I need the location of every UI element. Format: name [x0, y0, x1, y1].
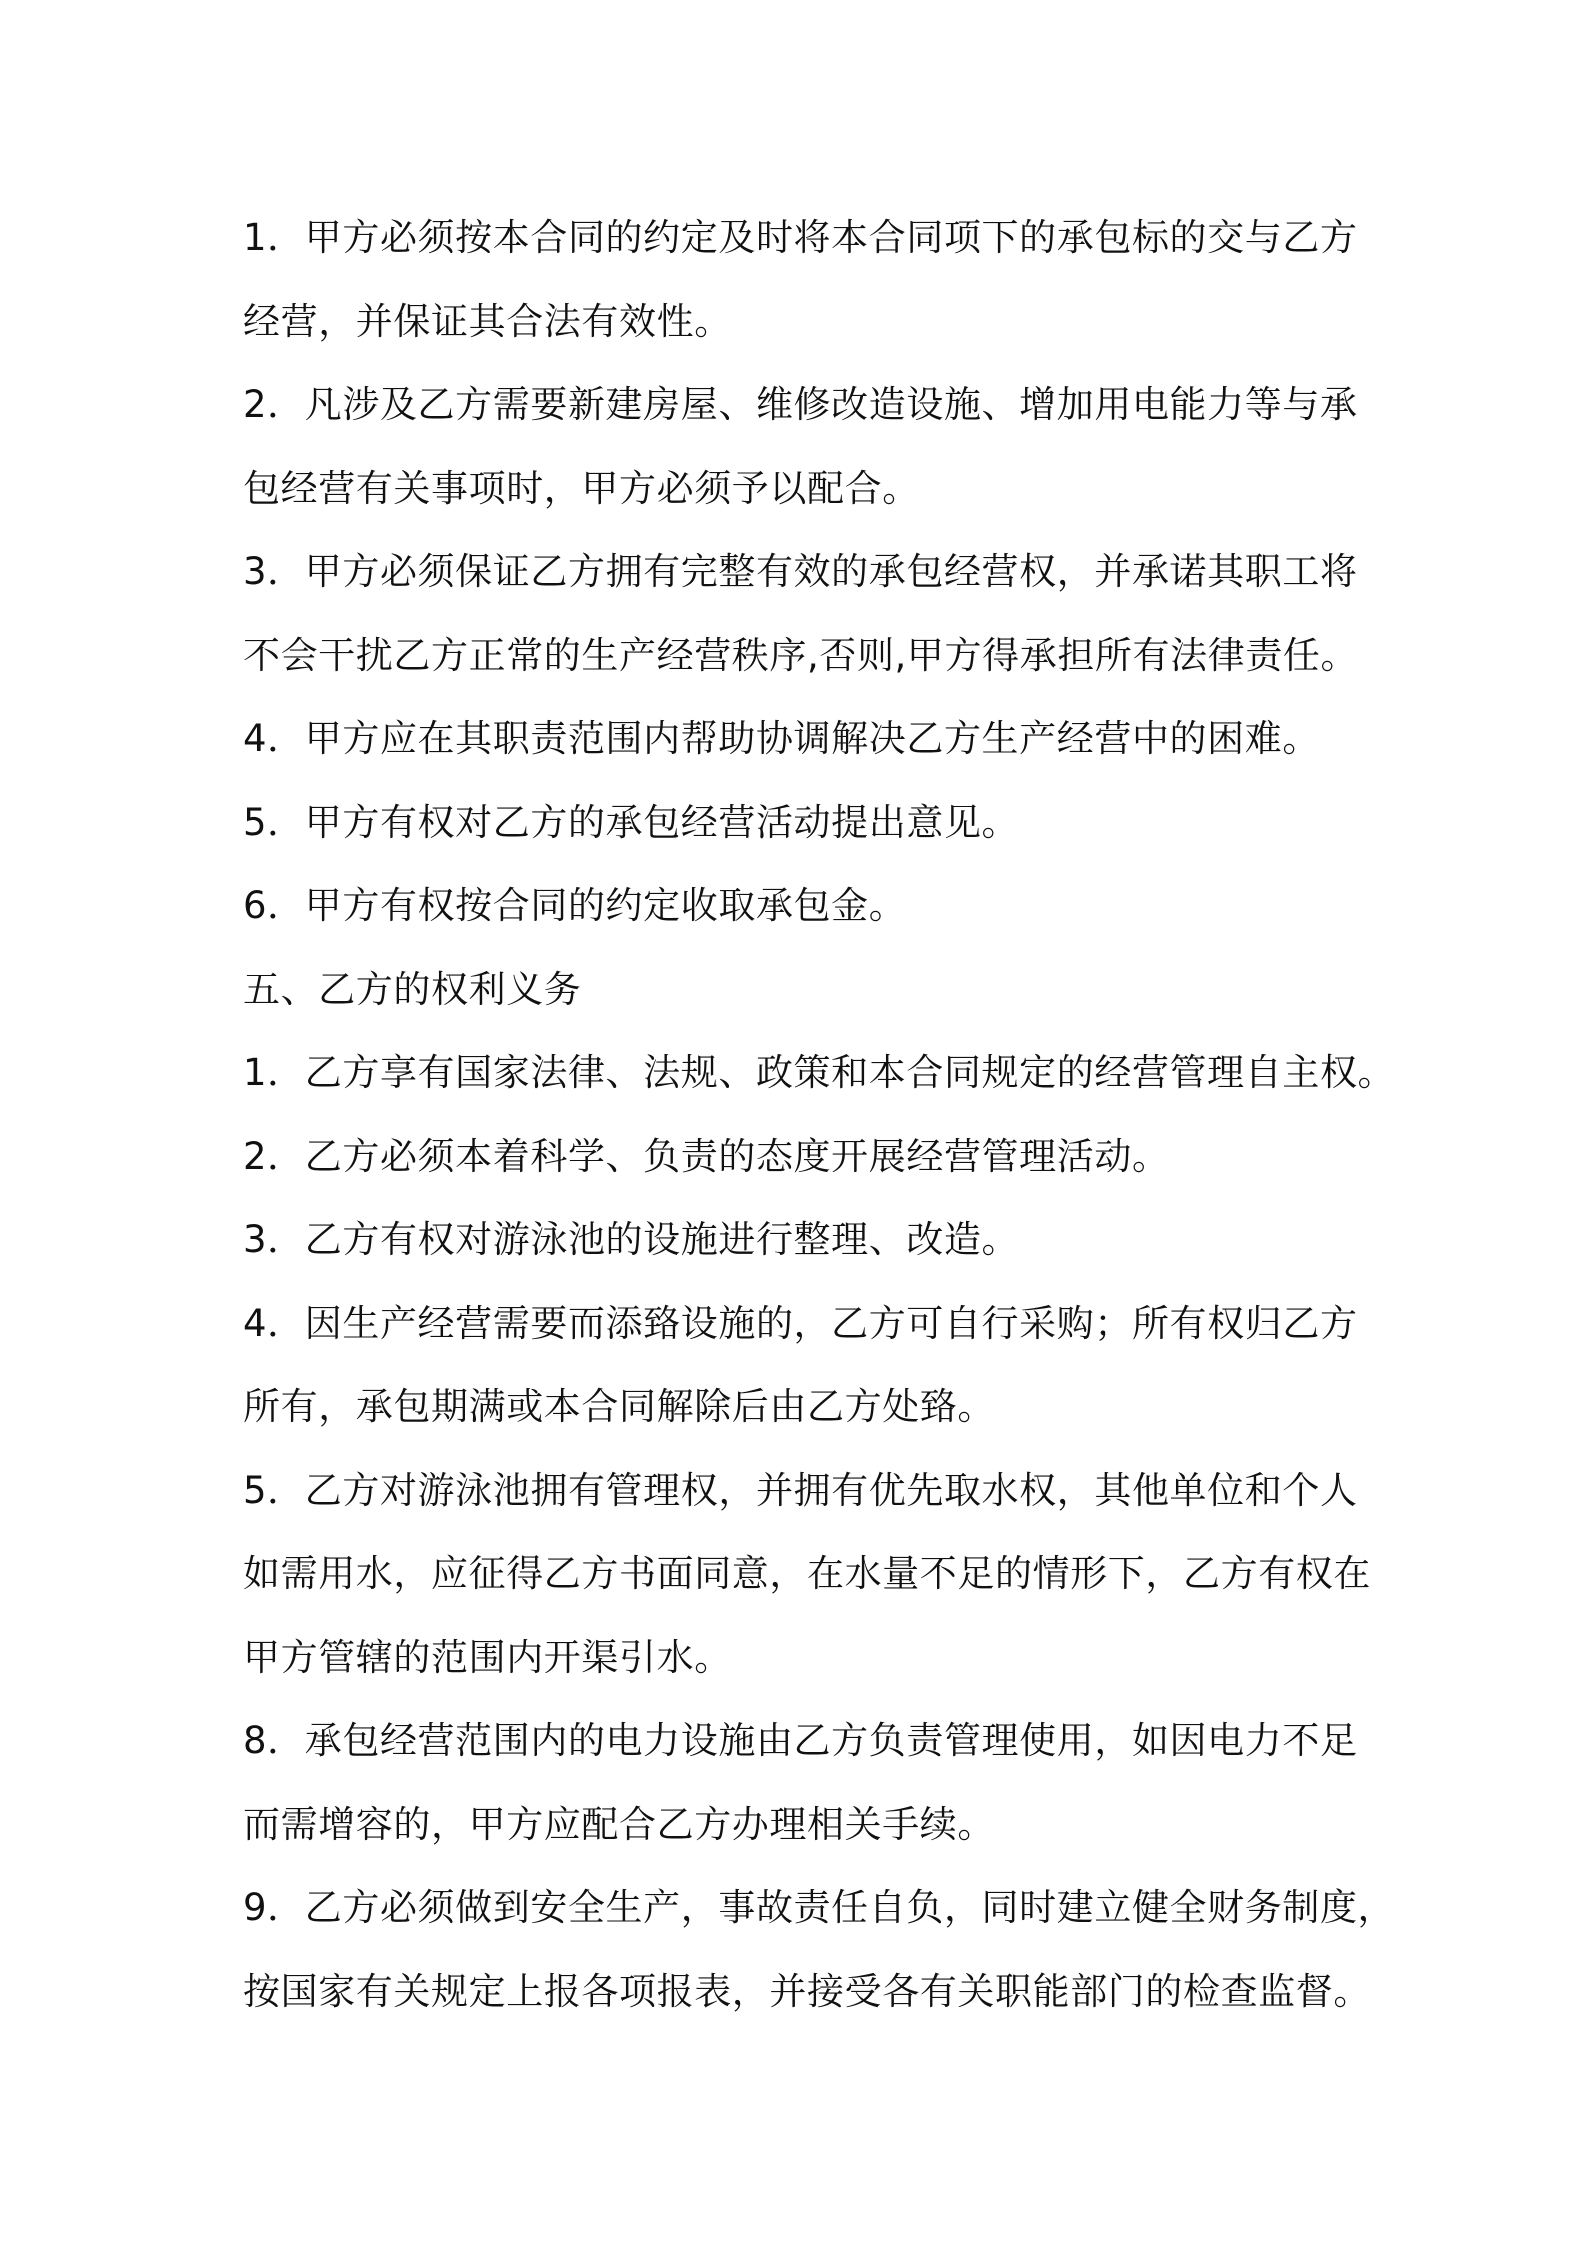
- text-line: 2．乙方必须本着科学、负责的态度开展经营管理活动。: [243, 1134, 1170, 1178]
- text-line: 1．甲方必须按本合同的约定及时将本合同项下的承包标的交与乙方: [243, 216, 1358, 259]
- text-line: 不会干扰乙方正常的生产经营秩序,否则,甲方得承担所有法律责任。: [243, 633, 1359, 677]
- text-line: 而需增容的，甲方应配合乙方办理相关手续。: [243, 1802, 995, 1846]
- text-line: 所有，承包期满或本合同解除后由乙方处臵。: [243, 1385, 995, 1428]
- text-line: 甲方管辖的范围内开渠引水。: [243, 1635, 732, 1679]
- text-line: 3．乙方有权对游泳池的设施进行整理、改造。: [243, 1218, 1020, 1261]
- text-line: 5．甲方有权对乙方的承包经营活动提出意见。: [243, 800, 1020, 844]
- text-line: 按国家有关规定上报各项报表，并接受各有关职能部门的检查监督。: [243, 1969, 1371, 2013]
- text-line: 4．甲方应在其职责范围内帮助协调解决乙方生产经营中的困难。: [243, 717, 1320, 760]
- text-line: 经营，并保证其合法有效性。: [243, 299, 732, 343]
- text-line: 9．乙方必须做到安全生产，事故责任自负，同时建立健全财务制度，: [243, 1886, 1396, 1929]
- document-body: [243, 196, 1396, 2033]
- text-line: 包经营有关事项时，甲方必须予以配合。: [243, 466, 920, 510]
- text-line: 6．甲方有权按合同的约定收取承包金。: [243, 884, 907, 927]
- text-line: 4．因生产经营需要而添臵设施的，乙方可自行采购；所有权归乙方: [243, 1301, 1358, 1345]
- text-line: 1．乙方享有国家法律、法规、政策和本合同规定的经营管理自主权。: [243, 1051, 1396, 1094]
- text-line: 8．承包经营范围内的电力设施由乙方负责管理使用，如因电力不足: [243, 1719, 1358, 1762]
- text-line: 如需用水，应征得乙方书面同意，在水量不足的情形下，乙方有权在: [243, 1552, 1371, 1595]
- section-heading: 五、乙方的权利义务: [243, 967, 582, 1011]
- text-line: 2．凡涉及乙方需要新建房屋、维修改造设施、增加用电能力等与承: [243, 383, 1358, 426]
- text-line: 3．甲方必须保证乙方拥有完整有效的承包经营权，并承诺其职工将: [243, 550, 1358, 593]
- text-line: 5．乙方对游泳池拥有管理权，并拥有优先取水权，其他单位和个人: [243, 1468, 1358, 1512]
